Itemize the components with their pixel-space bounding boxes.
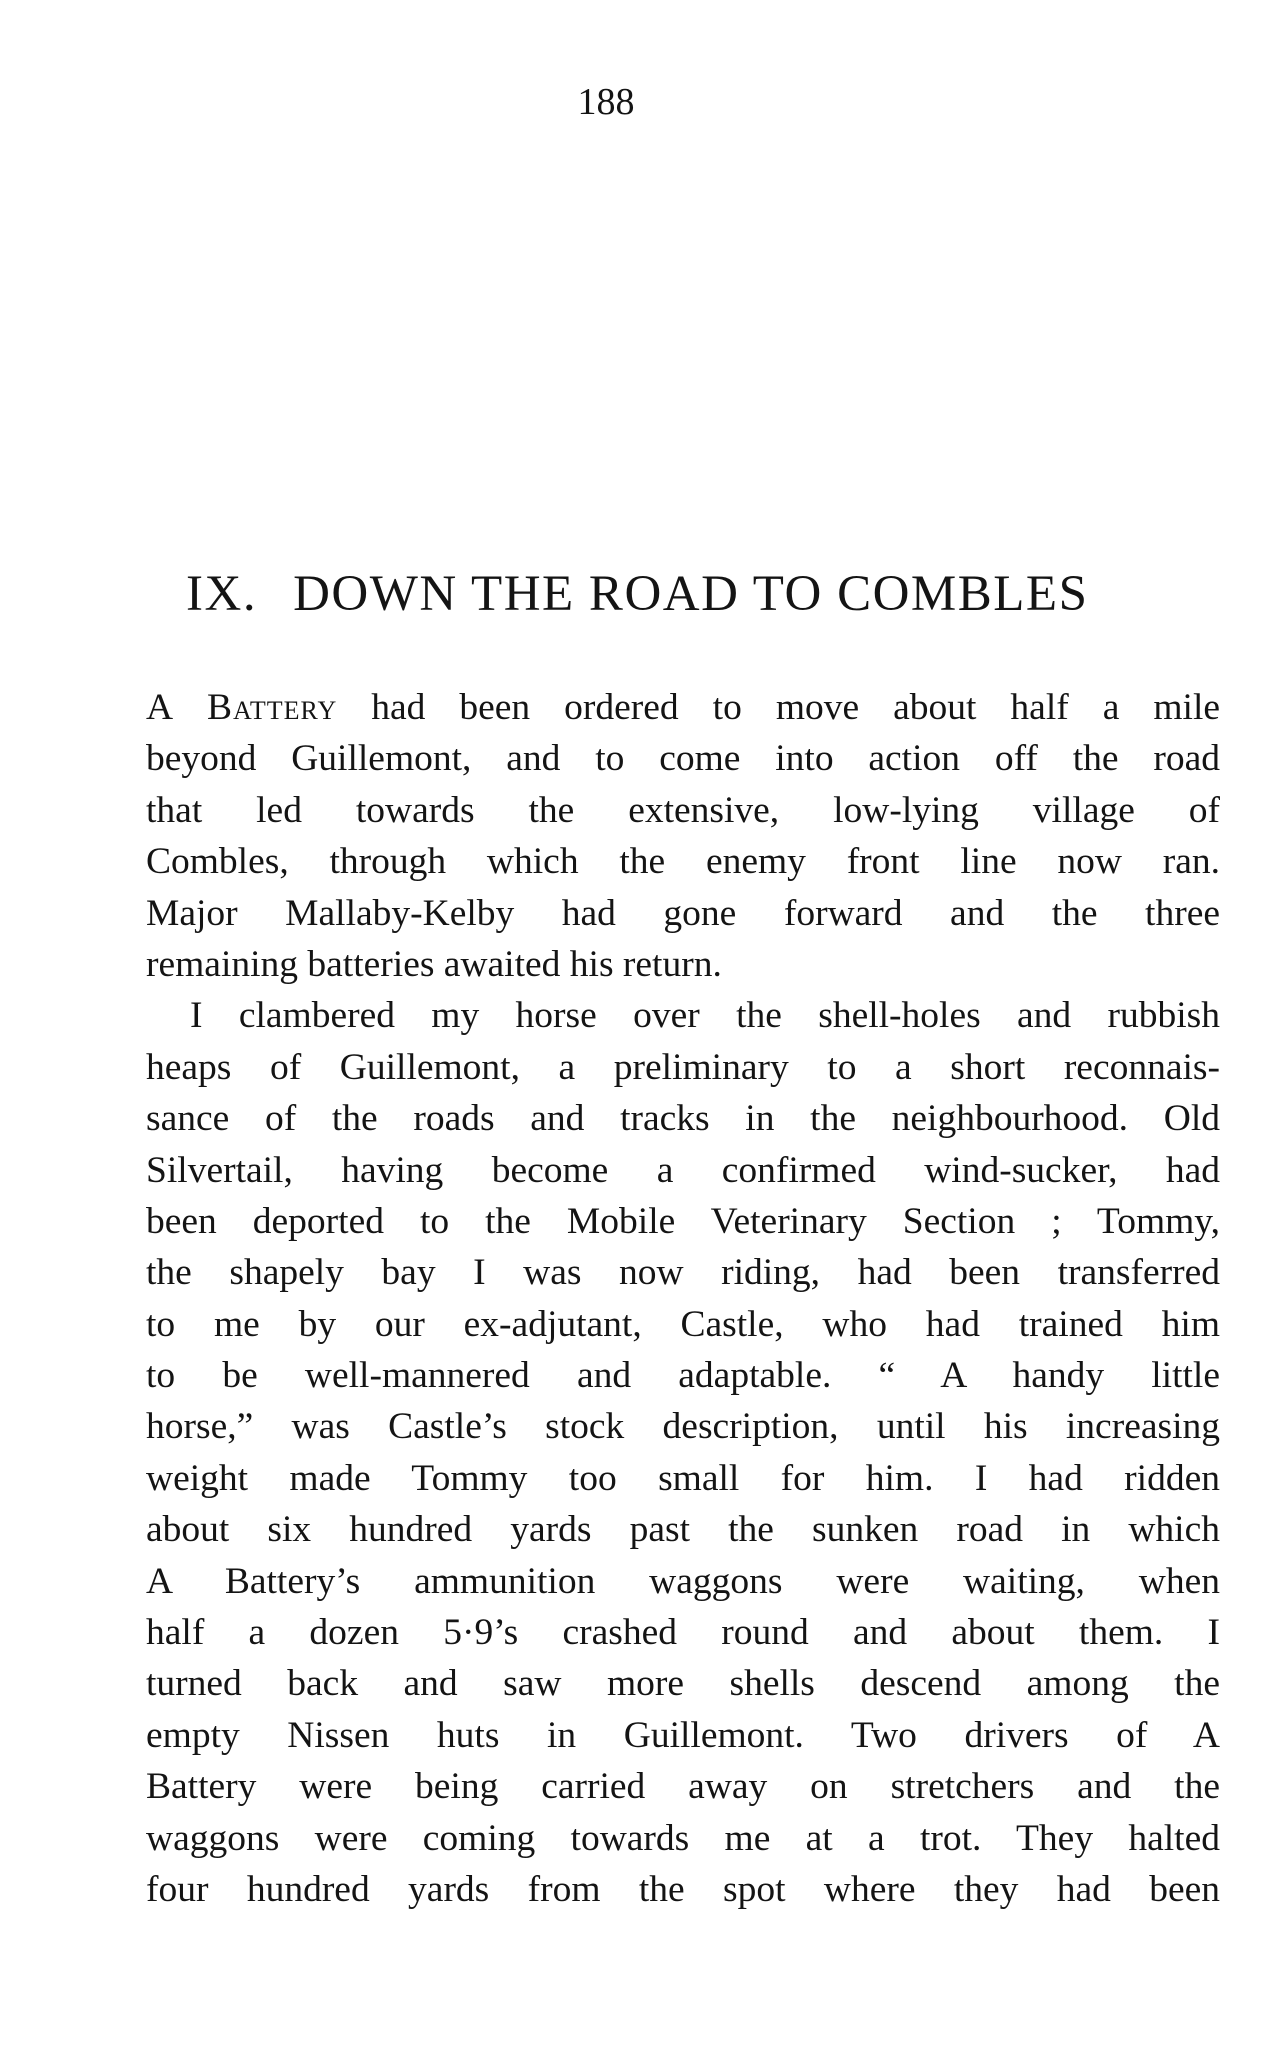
text-line: heaps of Guillemont, a preliminary to a short reconnais- bbox=[146, 1046, 1220, 1088]
text-line: beyond Guillemont, and to come into action off the road bbox=[146, 738, 1220, 780]
text-line: empty Nissen huts in Guillemont. Two drivers of A bbox=[146, 1714, 1220, 1756]
text-line: half a dozen 5·9’s crashed round and about them. I bbox=[146, 1612, 1220, 1654]
paragraph-2 bbox=[146, 990, 1220, 1915]
text-line: to me by our ex-adjutant, Castle, who had trained him bbox=[146, 1303, 1220, 1345]
text-line: horse,” was Castle’s stock description, until his increasing bbox=[146, 1406, 1220, 1448]
text-line: I clambered my horse over the shell-holes and rubbish bbox=[190, 995, 1220, 1037]
text-line: weight made Tommy too small for him. I had ridden bbox=[146, 1457, 1220, 1499]
text-line: about six hundred yards past the sunken road in which bbox=[146, 1509, 1220, 1551]
text-line: Major Mallaby-Kelby had gone forward and the three bbox=[146, 892, 1220, 934]
text-line: A Battery’s ammunition waggons were waiting, when bbox=[146, 1560, 1220, 1602]
paragraph-1 bbox=[146, 682, 1220, 990]
text-line: remaining batteries awaited his return. bbox=[146, 943, 722, 985]
text-line: Combles, through which the enemy front line now ran. bbox=[146, 841, 1220, 883]
text-line: the shapely bay I was now riding, had been transferred bbox=[146, 1252, 1220, 1294]
text-line: A Battery had been ordered to move about half a mile bbox=[146, 687, 1221, 728]
text-line: four hundred yards from the spot where they had been bbox=[146, 1868, 1220, 1910]
body-text bbox=[146, 682, 1220, 1915]
lead-word: A Battery bbox=[146, 687, 338, 728]
text-line: turned back and saw more shells descend among the bbox=[146, 1663, 1220, 1705]
text-line: to be well-mannered and adaptable. “ A handy little bbox=[146, 1355, 1220, 1397]
chapter-numeral: IX. bbox=[186, 566, 258, 622]
page-number: 188 bbox=[577, 81, 635, 123]
text-line: been deported to the Mobile Veterinary Section ; Tommy, bbox=[146, 1200, 1220, 1242]
text-line: Battery were being carried away on stretchers and the bbox=[146, 1766, 1220, 1808]
chapter-heading: DOWN THE ROAD TO COMBLES bbox=[293, 566, 1089, 622]
text-line: sance of the roads and tracks in the neighbourhood. Old bbox=[146, 1098, 1220, 1140]
text-line: Silvertail, having become a confirmed wind-sucker, had bbox=[146, 1149, 1220, 1191]
chapter-title bbox=[186, 562, 1206, 626]
text-line: waggons were coming towards me at a trot. They halted bbox=[146, 1817, 1220, 1859]
text-line: that led towards the extensive, low-lying village of bbox=[146, 789, 1220, 831]
